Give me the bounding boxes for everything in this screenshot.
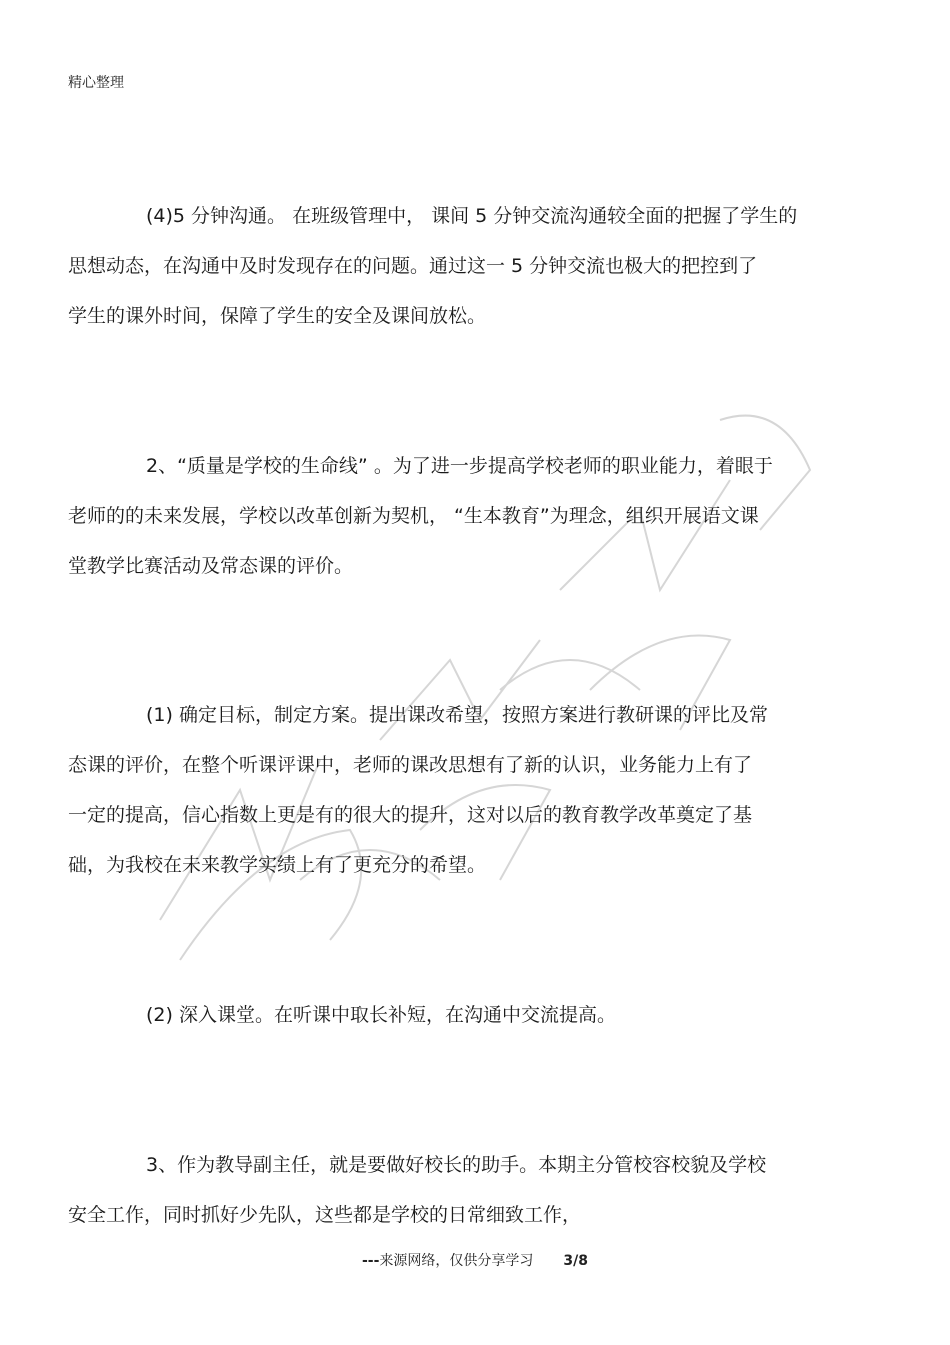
page-number: 3/8 bbox=[563, 1253, 589, 1269]
text-line: 堂教学比赛活动及常态课的评价。 bbox=[68, 555, 354, 577]
text-line: 一定的提高，信心指数上更是有的很大的提升，这对以后的教育教学改革奠定了基 bbox=[68, 804, 753, 826]
paragraph-4 bbox=[68, 990, 616, 1040]
paragraph-3 bbox=[68, 690, 768, 890]
paragraph-5 bbox=[68, 1140, 766, 1240]
text-line: 学生的课外时间，保障了学生的安全及课间放松。 bbox=[68, 305, 487, 327]
text-line: 2、“质量是学校的生命线” 。为了进一步提高学校老师的职业能力，着眼于 bbox=[146, 455, 773, 477]
text-line: 思想动态，在沟通中及时发现存在的问题。通过这一 5 分钟交流也极大的把控到了 bbox=[68, 255, 758, 277]
text-line: 3、作为教导副主任，就是要做好校长的助手。本期主分管校容校貌及学校 bbox=[146, 1154, 767, 1176]
text-line: 态课的评价，在整个听课评课中，老师的课改思想有了新的认识，业务能力上有了 bbox=[68, 754, 753, 776]
footer-dashes: --- bbox=[361, 1253, 380, 1269]
footer-source: 来源网络，仅供分享学习 bbox=[379, 1253, 534, 1269]
text-line: 老师的的未来发展，学校以改革创新为契机， “生本教育”为理念，组织开展语文课 bbox=[68, 505, 759, 527]
page-footer bbox=[0, 1250, 950, 1270]
text-line: 安全工作，同时抓好少先队，这些都是学校的日常细致工作， bbox=[68, 1204, 582, 1226]
text-line: 础，为我校在未来教学实绩上有了更充分的希望。 bbox=[68, 854, 487, 876]
paragraph-2 bbox=[68, 441, 773, 591]
text-line: (1) 确定目标，制定方案。提出课改希望，按照方案进行教研课的评比及常 bbox=[146, 704, 768, 726]
text-line: (4)5 分钟沟通。 在班级管理中， 课间 5 分钟交流沟通较全面的把握了学生的 bbox=[146, 205, 798, 227]
paragraph-1 bbox=[68, 191, 797, 341]
page-header: 精心整理 bbox=[68, 75, 124, 91]
text-line: (2) 深入课堂。在听课中取长补短，在沟通中交流提高。 bbox=[146, 1004, 616, 1026]
